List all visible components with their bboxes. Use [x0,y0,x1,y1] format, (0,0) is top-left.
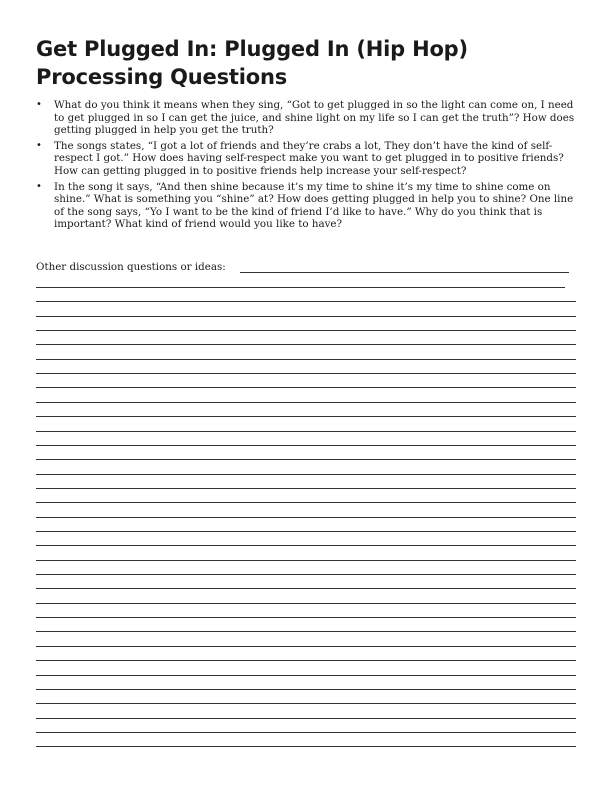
writing-line[interactable] [36,445,576,446]
writing-line[interactable] [36,631,576,632]
writing-line[interactable] [36,718,576,719]
bullet-icon: • [36,180,42,192]
writing-line[interactable] [36,301,576,302]
writing-line[interactable] [36,732,576,733]
writing-line[interactable] [36,330,576,331]
writing-line[interactable] [36,517,576,518]
question-item [36,140,581,178]
writing-line[interactable] [36,459,576,460]
writing-line[interactable] [36,531,576,532]
page-title [36,35,596,91]
writing-line[interactable] [36,646,576,647]
writing-line[interactable] [36,746,576,747]
writing-line[interactable] [36,402,576,403]
writing-line[interactable] [36,359,576,360]
other-discussion-label: Other discussion questions or ideas: [36,261,226,273]
writing-line[interactable] [36,545,576,546]
writing-line[interactable] [36,316,576,317]
writing-line[interactable] [36,488,576,489]
writing-line[interactable] [36,588,576,589]
bullet-icon: • [36,99,42,110]
writing-line[interactable] [36,660,576,661]
question-item [36,181,581,231]
question-item [36,99,581,137]
question-text: In the song it says, “And then shine because it’s my time to shine it’s my time to shine come on shine.” What is something you “shine” at? How does getting plugged in help you to shine? One line of the song says, “Yo I want to be the kind of friend I’d like to have.” Why do you think that is important? What kind of friend would you like to have? [54,180,574,231]
writing-line[interactable] [36,344,576,345]
writing-line[interactable] [36,474,576,475]
writing-line[interactable] [36,387,576,388]
writing-line[interactable] [36,373,576,374]
writing-line[interactable] [36,560,576,561]
writing-line[interactable] [36,287,565,288]
writing-line[interactable] [36,703,576,704]
writing-line[interactable] [36,675,576,676]
writing-line[interactable] [36,603,576,604]
writing-line[interactable] [36,689,576,690]
processing-questions-list [36,99,581,234]
question-text: The songs states, “I got a lot of friends and they’re crabs a lot, They don’t have the kind of self-respect I got.” How does having self-respect make you want to get plugged in to positive friends? How can getting plugged in to positive friends help increase your self-respect? [54,139,564,177]
page-title-line-2: Processing Questions [36,65,288,89]
writing-line[interactable] [36,502,576,503]
writing-line[interactable] [36,617,576,618]
bullet-icon: • [36,139,42,151]
page-title-line-1: Get Plugged In: Plugged In (Hip Hop) [36,37,468,61]
writing-line[interactable] [36,431,576,432]
writing-line[interactable] [36,574,576,575]
writing-line[interactable] [36,416,576,417]
question-text: What do you think it means when they sing, “Got to get plugged in so the light can come on, I need to get plugged in so I can get the juice, and shine light on my life so I can get the truth”? How does getting plugged in help you get the truth? [54,99,575,137]
answer-line-first[interactable] [240,272,569,273]
